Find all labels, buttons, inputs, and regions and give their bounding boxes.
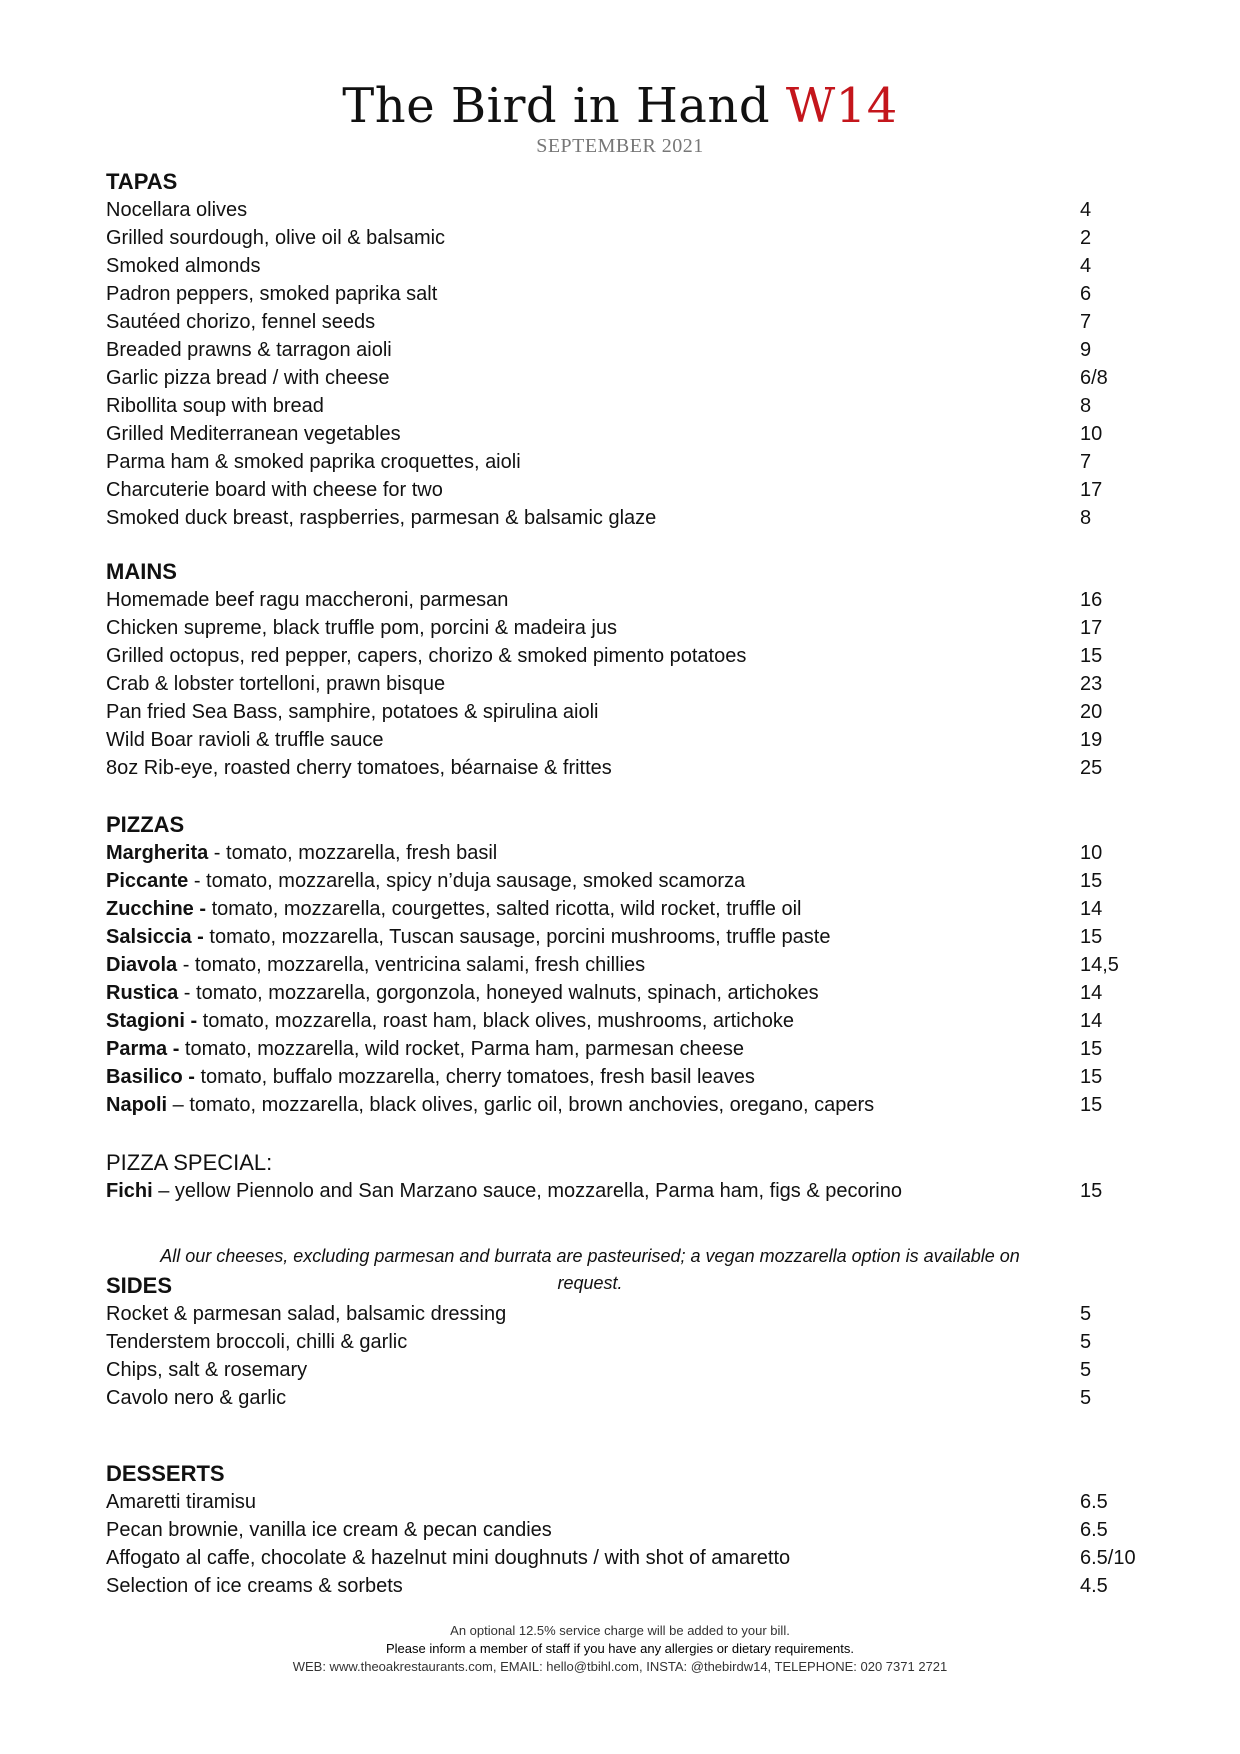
menu-item-name: Pan fried Sea Bass, samphire, potatoes & spirulina aioli (106, 701, 599, 723)
menu-item-price: 20 (1080, 701, 1103, 723)
menu-item-name: Smoked duck breast, raspberries, parmesan & balsamic glaze (106, 507, 657, 529)
pizza-description: tomato, buffalo mozzarella, cherry tomatoes, fresh basil leaves (194, 1066, 755, 1088)
allergy-line: Please inform a member of staff if you have any allergies or dietary requirements. (386, 1641, 854, 1656)
menu-item-price: 2 (1080, 227, 1092, 249)
pizza-description: - tomato, mozzarella, spicy n’duja sausage, smoked scamorza (188, 870, 746, 892)
menu-item (106, 392, 1146, 420)
menu-item-price: 5 (1080, 1387, 1092, 1409)
menu-item (106, 1328, 1146, 1356)
menu-item-price: 6 (1080, 283, 1092, 305)
menu-item-price: 8 (1080, 395, 1092, 417)
menu-item (106, 979, 1146, 1007)
menu-item (106, 839, 1146, 867)
menu-item-name: Wild Boar ravioli & truffle sauce (106, 729, 384, 751)
menu-item-price: 5 (1080, 1303, 1092, 1325)
pizza-description: – yellow Piennolo and San Marzano sauce, mozzarella, Parma ham, figs & pecorino (152, 1180, 902, 1202)
menu-item-price: 10 (1080, 423, 1103, 445)
menu-item-price: 16 (1080, 589, 1103, 611)
pizza-description: tomato, mozzarella, roast ham, black olives, mushrooms, artichoke (197, 1010, 795, 1032)
menu-item-name: Charcuterie board with cheese for two (106, 479, 443, 501)
menu-item-price: 15 (1080, 1180, 1103, 1202)
menu-item-name: Cavolo nero & garlic (106, 1387, 287, 1409)
menu-item-name: Selection of ice creams & sorbets (106, 1575, 403, 1597)
pizza-description: tomato, mozzarella, wild rocket, Parma ham, parmesan cheese (179, 1038, 745, 1060)
menu-item (106, 252, 1146, 280)
menu-item-price: 17 (1080, 617, 1103, 639)
pizza-name: Salsiccia - (106, 926, 204, 948)
menu-item-price: 14 (1080, 982, 1103, 1004)
menu-item-price: 6.5 (1080, 1519, 1108, 1541)
pizza-description: tomato, mozzarella, courgettes, salted ricotta, wild rocket, truffle oil (206, 898, 802, 920)
menu-item (106, 1544, 1146, 1572)
menu-item-price: 4.5 (1080, 1575, 1108, 1597)
menu-item-name (106, 1035, 744, 1063)
menu-item (106, 698, 1146, 726)
menu-item-price: 15 (1080, 645, 1103, 667)
menu-item (106, 364, 1146, 392)
menu-item-name: Grilled sourdough, olive oil & balsamic (106, 227, 446, 249)
menu-item-name (106, 839, 497, 867)
pizza-name: Stagioni - (106, 1010, 198, 1032)
menu-item-price: 4 (1080, 255, 1092, 277)
menu-item-price: 14,5 (1080, 954, 1119, 976)
section-desserts (106, 1460, 1146, 1600)
section-tapas (106, 168, 1146, 532)
menu-item-name: Grilled octopus, red pepper, capers, chorizo & smoked pimento potatoes (106, 645, 747, 667)
pizza-name: Rustica (106, 982, 179, 1004)
menu-item (106, 923, 1146, 951)
section-title: PIZZAS (106, 812, 185, 837)
menu-item (106, 951, 1146, 979)
menu-item-name (106, 951, 645, 979)
menu-item-price: 7 (1080, 311, 1092, 333)
menu-item-price: 6.5/10 (1080, 1547, 1136, 1569)
pizza-description: - tomato, mozzarella, fresh basil (208, 842, 498, 864)
menu-item-price: 14 (1080, 1010, 1103, 1032)
menu-item (106, 1177, 1146, 1205)
menu-item-name: Garlic pizza bread / with cheese (106, 367, 390, 389)
menu-date: SEPTEMBER 2021 (536, 135, 704, 157)
section-title: SIDES (106, 1273, 173, 1298)
menu-item (106, 336, 1146, 364)
menu-item-name: Homemade beef ragu maccheroni, parmesan (106, 589, 509, 611)
menu-item (106, 1572, 1146, 1600)
menu-item-name: Padron peppers, smoked paprika salt (106, 283, 438, 305)
menu-item-price: 6.5 (1080, 1491, 1108, 1513)
menu-item-name: Chicken supreme, black truffle pom, porcini & madeira jus (106, 617, 617, 639)
pizza-name: Margherita (106, 842, 209, 864)
menu-item-name (106, 923, 830, 951)
menu-item-name: Pecan brownie, vanilla ice cream & pecan candies (106, 1519, 552, 1541)
menu-item-name: Smoked almonds (106, 255, 261, 277)
menu-item-name (106, 867, 745, 895)
pizza-name: Napoli (106, 1094, 168, 1116)
section-title: DESSERTS (106, 1461, 225, 1486)
pizza-name: Piccante (106, 870, 189, 892)
menu-item-price: 5 (1080, 1331, 1092, 1353)
menu-item (106, 1516, 1146, 1544)
menu-item-name (106, 1091, 874, 1119)
menu-item-price: 9 (1080, 339, 1092, 361)
menu-item-name: Amaretti tiramisu (106, 1491, 257, 1513)
pizza-name: Parma - (106, 1038, 180, 1060)
menu-item-name (106, 979, 819, 1007)
menu-item (106, 476, 1146, 504)
menu-item-price: 7 (1080, 451, 1092, 473)
menu-item (106, 895, 1146, 923)
menu-item-name (106, 895, 801, 923)
pizza-name: Diavola (106, 954, 178, 976)
contact-line: WEB: www.theoakrestaurants.com, EMAIL: hello@tbihl.com, INSTA: @thebirdw14, TELEPHONE: 020 7371 2721 (292, 1659, 948, 1674)
menu-item-name: Chips, salt & rosemary (106, 1359, 308, 1381)
section-title: PIZZA SPECIAL: (106, 1150, 273, 1175)
menu-item-name: Ribollita soup with bread (106, 395, 324, 417)
menu-item (106, 280, 1146, 308)
footer (0, 1622, 1240, 1676)
menu-item-name: Breaded prawns & tarragon aioli (106, 339, 392, 361)
pizza-description: - tomato, mozzarella, gorgonzola, honeyed walnuts, spinach, artichokes (178, 982, 819, 1004)
menu-item-name: Sautéed chorizo, fennel seeds (106, 311, 376, 333)
pizza-name: Zucchine - (106, 898, 207, 920)
menu-item (106, 1356, 1146, 1384)
cheese-note: All our cheeses, excluding parmesan and burrata are pasteurised; a vegan mozzarella option is available on request. (160, 1246, 1020, 1293)
menu-item (106, 1300, 1146, 1328)
service-charge-line: An optional 12.5% service charge will be added to your bill. (450, 1623, 790, 1638)
pizza-description: - tomato, mozzarella, ventricina salami, fresh chillies (177, 954, 646, 976)
pizza-description: – tomato, mozzarella, black olives, garlic oil, brown anchovies, oregano, capers (167, 1094, 875, 1116)
section-title: MAINS (106, 559, 177, 584)
menu-item (106, 642, 1146, 670)
menu-item-name: Crab & lobster tortelloni, prawn bisque (106, 673, 446, 695)
menu-item (106, 670, 1146, 698)
menu-item (106, 1063, 1146, 1091)
menu-item (106, 867, 1146, 895)
section-mains (106, 558, 1146, 782)
menu-header (0, 78, 1240, 158)
menu-item-price: 19 (1080, 729, 1103, 751)
menu-item-name (106, 1007, 794, 1035)
menu-item (106, 754, 1146, 782)
menu-item-name: Rocket & parmesan salad, balsamic dressing (106, 1303, 507, 1325)
menu-item-price: 4 (1080, 199, 1092, 221)
menu-item (106, 1384, 1146, 1412)
menu-item (106, 614, 1146, 642)
menu-item-name: Parma ham & smoked paprika croquettes, aioli (106, 451, 521, 473)
menu-item-name (106, 1177, 902, 1205)
menu-item-price: 14 (1080, 898, 1103, 920)
menu-item-price: 15 (1080, 1066, 1103, 1088)
menu-item (106, 420, 1146, 448)
menu-item (106, 1488, 1146, 1516)
menu-item-price: 6/8 (1080, 367, 1108, 389)
menu-item (106, 1091, 1146, 1119)
menu-item-name: Affogato al caffe, chocolate & hazelnut mini doughnuts / with shot of amaretto (106, 1547, 791, 1569)
menu-item (106, 1035, 1146, 1063)
menu-item (106, 448, 1146, 476)
menu-item-name: 8oz Rib-eye, roasted cherry tomatoes, béarnaise & frittes (106, 757, 612, 779)
section-title: TAPAS (106, 169, 178, 194)
pizza-name: Basilico - (106, 1066, 195, 1088)
menu-item-price: 15 (1080, 1038, 1103, 1060)
restaurant-title (0, 78, 1240, 134)
menu-item (106, 308, 1146, 336)
menu-item-price: 15 (1080, 926, 1103, 948)
menu-item (106, 726, 1146, 754)
menu-item-price: 10 (1080, 842, 1103, 864)
menu-item-name: Tenderstem broccoli, chilli & garlic (106, 1331, 408, 1353)
section-pizza-special (106, 1149, 1146, 1205)
menu-item-price: 8 (1080, 507, 1092, 529)
menu-item-price: 15 (1080, 870, 1103, 892)
menu-item-price: 25 (1080, 757, 1103, 779)
menu-item-price: 23 (1080, 673, 1103, 695)
menu-item (106, 586, 1146, 614)
restaurant-name: The Bird in Hand (342, 78, 786, 134)
menu-item-price: 15 (1080, 1094, 1103, 1116)
pizza-name: Fichi (106, 1180, 153, 1202)
menu-item-name: Nocellara olives (106, 199, 248, 221)
menu-item (106, 196, 1146, 224)
menu-item-price: 5 (1080, 1359, 1092, 1381)
menu-item (106, 504, 1146, 532)
menu-item-name: Grilled Mediterranean vegetables (106, 423, 401, 445)
restaurant-postcode: W14 (785, 78, 898, 134)
pizza-description: tomato, mozzarella, Tuscan sausage, porcini mushrooms, truffle paste (203, 926, 831, 948)
section-pizzas (106, 811, 1146, 1119)
menu-item (106, 224, 1146, 252)
menu-item-price: 17 (1080, 479, 1103, 501)
menu-item-name (106, 1063, 755, 1091)
menu-item (106, 1007, 1146, 1035)
